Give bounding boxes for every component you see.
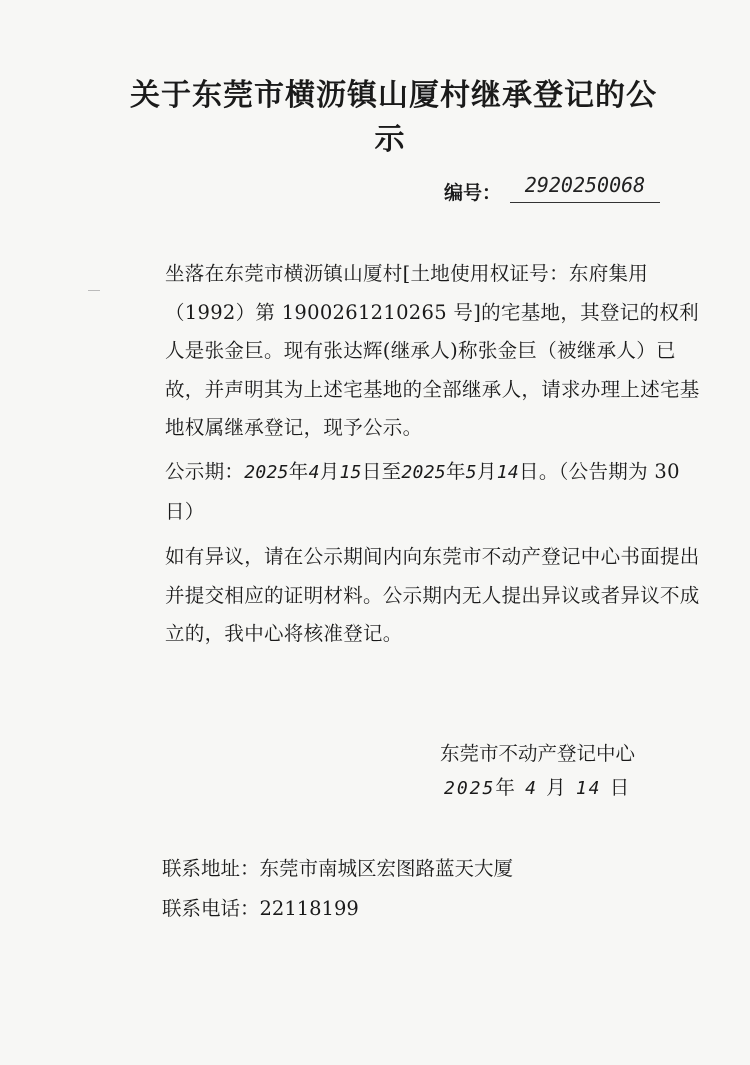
- end-year: 2025: [401, 462, 446, 483]
- signature-date: [444, 772, 631, 800]
- contact-phone-value: 22118199: [259, 897, 359, 920]
- notice-period-suffix: 日。（公告期为 30 日）: [165, 460, 680, 523]
- document-title: [130, 74, 670, 162]
- notice-period-label: 公示期：: [165, 460, 245, 483]
- start-day: 15: [339, 462, 362, 483]
- title-line-2: 示: [374, 122, 406, 157]
- sign-day: 14: [575, 778, 602, 799]
- contact-address-value: 东莞市南城区宏图路蓝天大厦: [259, 857, 514, 880]
- sign-month: 4: [525, 778, 538, 799]
- contact-phone: [162, 893, 359, 921]
- paragraph-notice-period: [126, 453, 705, 531]
- start-month: 4: [308, 462, 320, 483]
- end-month: 5: [465, 462, 477, 483]
- contact-address: [162, 853, 513, 881]
- sign-year: 2025: [444, 778, 496, 799]
- contact-phone-label: 联系电话：: [162, 897, 260, 920]
- start-year-char: 年: [288, 460, 309, 483]
- end-month-char: 月: [476, 460, 497, 483]
- paragraph-property-info: 坐落在东莞市横沥镇山厦村[土地使用权证号：东府集用（1992）第 1900261210265 号]的宅基地，其登记的权利人是张金巨。现有张达辉(继承人)称张金巨（被继承人）已故，并声明其为上述宅基地的全部继承人，请求办理上述宅基地权属继承登记，现予公示。: [165, 262, 700, 439]
- scan-mark: [88, 290, 100, 291]
- end-year-char: 年: [445, 460, 466, 483]
- contact-address-label: 联系地址：: [162, 857, 260, 880]
- sign-day-char: 日: [609, 776, 632, 799]
- end-day: 14: [496, 462, 520, 483]
- day-to-text: 日至: [361, 460, 402, 483]
- start-year: 2025: [244, 462, 289, 483]
- doc-number-value: 2920250068: [510, 168, 660, 203]
- sign-year-char: 年: [495, 776, 517, 799]
- start-month-char: 月: [319, 460, 340, 483]
- paragraph-objection: 如有异议，请在公示期间内向东莞市不动产登记中心书面提出并提交相应的证明材料。公示期内无人提出异议或者异议不成立的，我中心将核准登记。: [165, 545, 700, 645]
- sign-month-char: 月: [546, 776, 568, 799]
- title-line-1: 关于东莞市横沥镇山厦村继承登记的公: [130, 78, 657, 113]
- signature-org: 东莞市不动产登记中心: [440, 742, 636, 765]
- doc-number-label: 编号：: [444, 182, 502, 204]
